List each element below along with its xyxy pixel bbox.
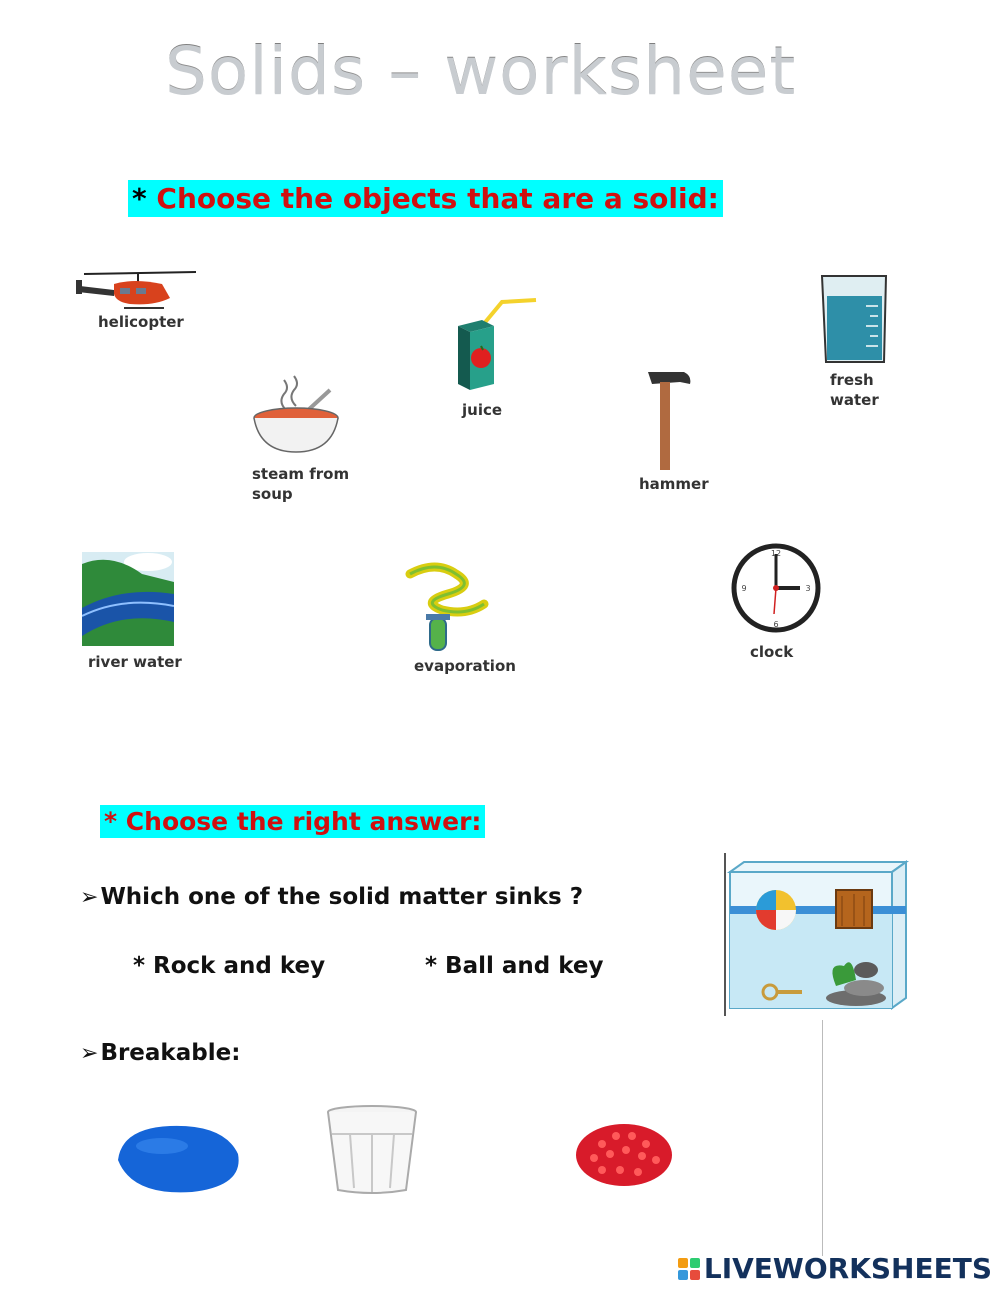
option-ball-and-key[interactable]: * Ball and key (425, 953, 604, 979)
option-glass[interactable] (324, 1104, 420, 1201)
svg-text:6: 6 (773, 620, 779, 629)
arrow-icon: ➢ (80, 1041, 99, 1066)
page-title: Solids – worksheet (165, 32, 797, 109)
item-clock[interactable] (730, 542, 824, 661)
label-helicopter: helicopter (98, 313, 184, 331)
item-hammer[interactable] (639, 368, 709, 493)
river-icon (82, 552, 174, 646)
section2-heading (100, 805, 485, 838)
red-spiky-ball-icon (572, 1120, 676, 1190)
logo-text: LIVEWORKSHEETS (703, 1252, 992, 1285)
juice-box-icon (452, 296, 542, 392)
hammer-icon (640, 368, 696, 472)
section2-star: * (104, 807, 118, 836)
svg-text:9: 9 (741, 584, 747, 593)
item-helicopter[interactable] (74, 266, 199, 331)
evaporation-icon (396, 556, 492, 652)
section1-star: * (132, 182, 147, 215)
label-river-water: river water (88, 653, 182, 671)
section1-heading (128, 180, 723, 217)
question-breakable (80, 1040, 240, 1066)
section1-heading-text: Choose the objects that are a solid: (156, 182, 719, 215)
item-steam-from-soup[interactable] (250, 372, 350, 503)
item-fresh-water[interactable] (818, 272, 890, 409)
option-rock-and-key[interactable]: * Rock and key (133, 953, 326, 979)
section2-heading-text: Choose the right answer: (125, 807, 482, 836)
logo-squares-icon (678, 1258, 700, 1280)
blue-playdough-icon (112, 1120, 244, 1196)
divider-line-faint (822, 1020, 823, 1256)
item-river-water[interactable] (82, 552, 182, 671)
question-sinks-text: Which one of the solid matter sinks ? (100, 884, 584, 910)
aquarium-image (726, 858, 910, 1019)
beaker-water-icon (818, 272, 890, 366)
aquarium-icon (726, 858, 910, 1014)
svg-text:3: 3 (805, 584, 811, 593)
clock-icon (730, 542, 824, 636)
question-breakable-text: Breakable: (100, 1040, 241, 1066)
label-hammer: hammer (639, 475, 709, 493)
label-fresh-water: fresh water (830, 371, 879, 409)
question-sinks (80, 884, 583, 910)
option-playdough[interactable] (112, 1120, 244, 1201)
svg-text:12: 12 (770, 549, 782, 558)
arrow-icon: ➢ (80, 885, 99, 910)
label-juice: juice (462, 401, 503, 419)
liveworksheets-logo (678, 1252, 992, 1285)
helicopter-icon (74, 266, 199, 316)
soup-bowl-icon (250, 372, 342, 458)
label-clock: clock (750, 643, 794, 661)
label-steam-from-soup: steam from soup (252, 465, 350, 503)
item-juice[interactable] (452, 296, 542, 419)
glass-cup-icon (324, 1104, 420, 1196)
label-evaporation: evaporation (414, 657, 516, 675)
option-spiky-ball[interactable] (572, 1120, 676, 1195)
item-evaporation[interactable] (396, 556, 516, 675)
